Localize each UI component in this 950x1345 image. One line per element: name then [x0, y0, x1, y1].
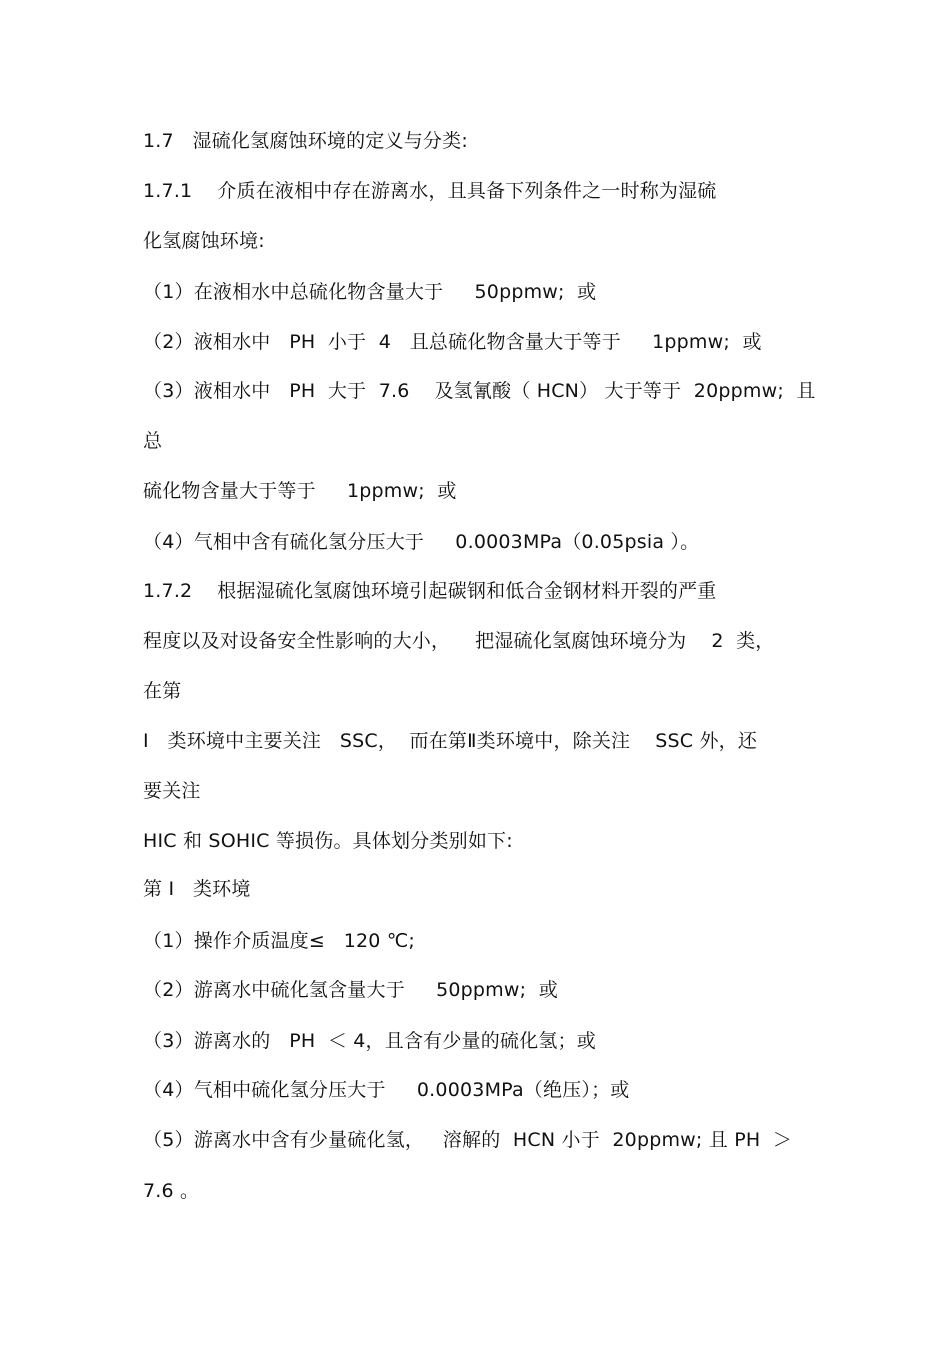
subheading-class-i: 第 I 类环境: [143, 878, 251, 900]
list-item: （5）游离水中含有少量硫化氢， 溶解的 HCN 小于 20ppmw; 且 PH ＞: [143, 1129, 793, 1151]
paragraph-line: 总: [143, 430, 163, 452]
list-item: （2）游离水中硫化氢含量大于 50ppmw; 或: [143, 979, 558, 1001]
list-item: （3）液相水中 PH 大于 7.6 及氢氰酸（ HCN） 大于等于 20ppmw; 且: [143, 380, 816, 402]
list-item: （1）在液相水中总硫化物含量大于 50ppmw; 或: [143, 281, 597, 303]
list-item: （1）操作介质温度≤ 120 ℃;: [143, 930, 415, 952]
list-item: （4）气相中含有硫化氢分压大于 0.0003MPa（0.05psia ）。: [143, 531, 700, 553]
list-item: （2）液相水中 PH 小于 4 且总硫化物含量大于等于 1ppmw; 或: [143, 331, 762, 353]
paragraph-line: HIC 和 SOHIC 等损伤。具体划分类别如下:: [143, 830, 513, 852]
list-item: （3）游离水的 PH ＜ 4，且含有少量的硫化氢；或: [143, 1030, 596, 1052]
list-item: （4）气相中硫化氢分压大于 0.0003MPa（绝压）；或: [143, 1079, 630, 1101]
paragraph-line: I 类环境中主要关注 SSC， 而在第Ⅱ类环境中，除关注 SSC 外，还: [143, 730, 758, 752]
paragraph-line: 要关注: [143, 780, 201, 802]
paragraph-line: 1.7.1 介质在液相中存在游离水，且具备下列条件之一时称为湿硫: [143, 180, 717, 202]
section-heading-1-7: 1.7 湿硫化氢腐蚀环境的定义与分类:: [143, 130, 468, 152]
paragraph-line: 7.6 。: [143, 1180, 200, 1202]
paragraph-line: 程度以及对设备安全性影响的大小， 把湿硫化氢腐蚀环境分为 2 类，: [143, 630, 775, 652]
paragraph-line: 化氢腐蚀环境:: [143, 230, 265, 252]
paragraph-line: 在第: [143, 680, 182, 702]
paragraph-line: 硫化物含量大于等于 1ppmw; 或: [143, 480, 457, 502]
paragraph-line: 1.7.2 根据湿硫化氢腐蚀环境引起碳钢和低合金钢材料开裂的严重: [143, 580, 717, 602]
